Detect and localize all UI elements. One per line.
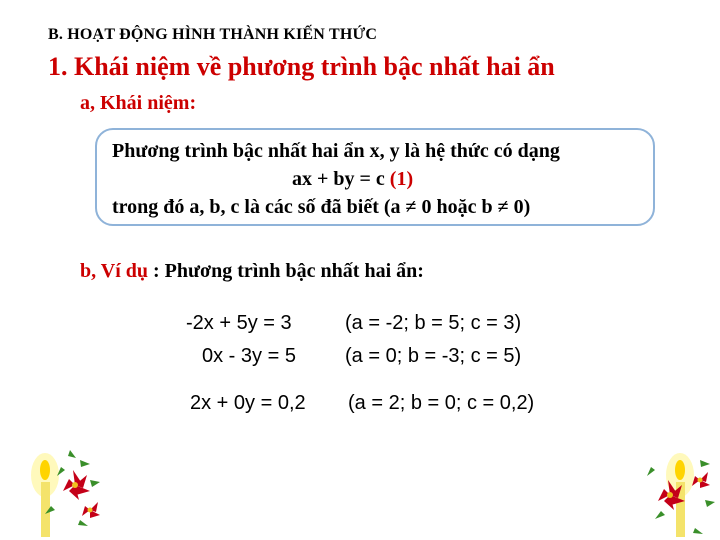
example-equation-2: 0x - 3y = 5 [202,345,296,367]
example-coefficients-2: (a = 0; b = -3; c = 5) [345,345,522,367]
example-coefficients-1: (a = -2; b = 5; c = 3) [345,312,522,334]
christmas-candle-icon [640,440,720,540]
example-equation-3: 2x + 0y = 0,2 [190,392,306,414]
definition-line-1: Phương trình bậc nhất hai ẩn x, y là hệ thức có dạng [112,140,560,162]
example-heading-label: b, Ví dụ [80,260,149,282]
definition-line-3: trong đó a, b, c là các số đã biết (a ≠ 0 hoặc b ≠ 0) [112,196,531,218]
definition-formula-tag: (1) [389,168,414,190]
christmas-candle-icon [20,440,110,540]
example-heading [80,260,424,283]
example-heading-text: : Phương trình bậc nhất hai ẩn: [148,260,424,282]
example-equation-1: -2x + 5y = 3 [186,312,292,334]
main-title: 1. Khái niệm về phương trình bậc nhất hai ẩn [48,52,555,81]
concept-heading: a, Khái niệm: [80,92,197,114]
definition-line-2 [292,168,413,191]
example-coefficients-3: (a = 2; b = 0; c = 0,2) [348,392,535,414]
definition-box [95,128,655,226]
definition-formula: ax + by = c [292,168,390,190]
section-heading: B. HOẠT ĐỘNG HÌNH THÀNH KIẾN THỨC [48,26,378,43]
